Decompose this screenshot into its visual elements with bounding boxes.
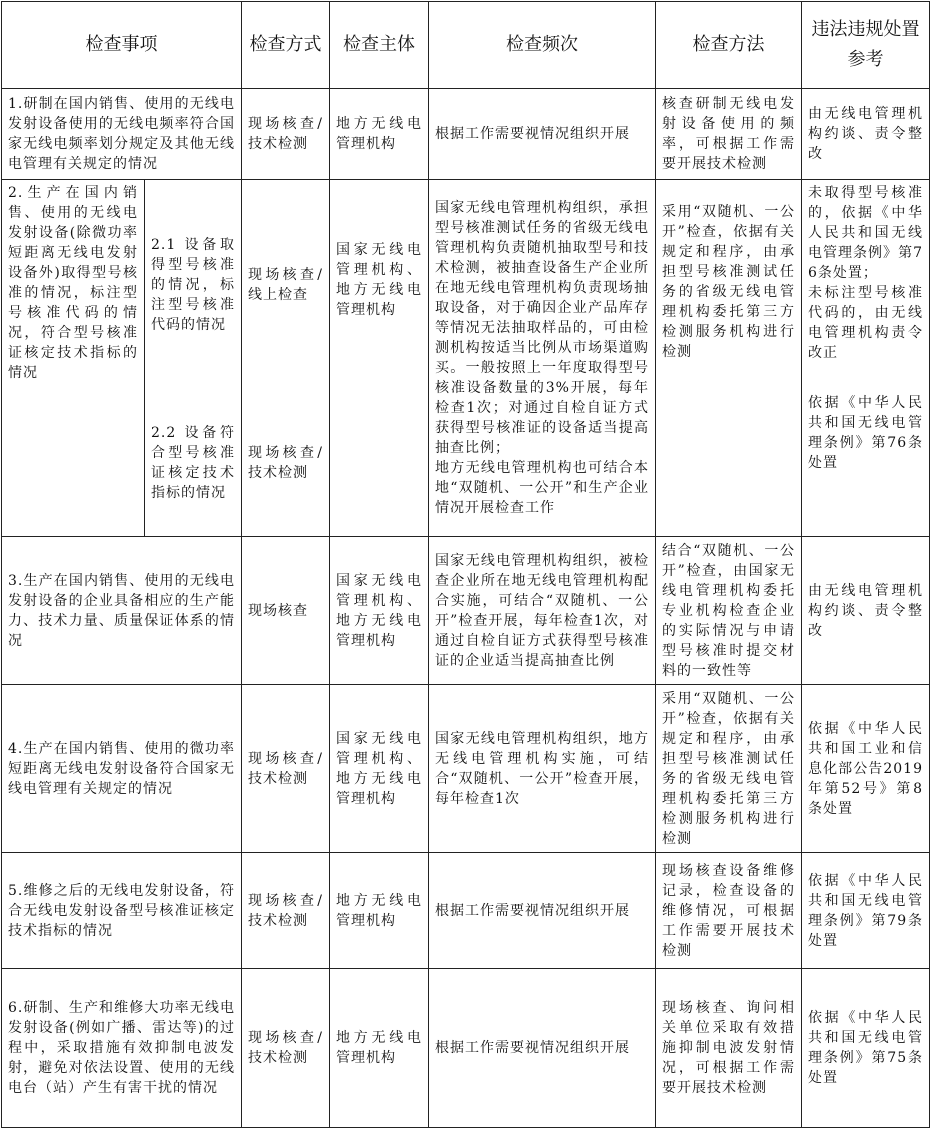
cell-penalty: 依据《中华人民共和国工业和信息化部公告2019年第52号》第8条处置 — [802, 685, 930, 853]
cell-method: 采用“双随机、一公开”检查，依据有关规定和程序，由承担型号核准测试任务的省级无线电管理机构委托第三方检测服务机构进行检测 — [656, 180, 802, 537]
cell-subitem: 2.2 设备符合型号核准证核定技术指标的情况 — [145, 390, 242, 537]
cell-mode: 现场核查/技术检测 — [242, 969, 330, 1128]
cell-frequency: 国家无线电管理机构组织，被检查企业所在地无线电管理机构配合实施，可结合“双随机、一公开”检查开展，每年检查1次，对通过自检自证方式获得型号核准证的企业适当提高抽查比例 — [429, 537, 656, 685]
cell-method: 核查研制无线电发射设备使用的频率，可根据工作需要开展技术检测 — [656, 89, 802, 180]
table-row — [2, 685, 930, 853]
cell-subitem: 2.1 设备取得型号核准的情况，标注型号核准代码的情况 — [145, 180, 242, 390]
cell-subject: 地方无线电管理机构 — [330, 969, 429, 1128]
header-mode: 检查方式 — [242, 2, 330, 89]
cell-method: 现场核查设备维修记录，检查设备的维修情况，可根据工作需要开展技术检测 — [656, 853, 802, 969]
cell-mode: 现场核查 — [242, 537, 330, 685]
cell-frequency: 根据工作需要视情况组织开展 — [429, 89, 656, 180]
table-row — [2, 180, 930, 390]
cell-subject: 国家无线电管理机构、地方无线电管理机构 — [330, 180, 429, 537]
cell-subject: 国家无线电管理机构、地方无线电管理机构 — [330, 537, 429, 685]
cell-mode: 现场核查/技术检测 — [242, 89, 330, 180]
cell-frequency: 国家无线电管理机构组织，地方无线电管理机构实施，可结合“双随机、一公开”检查开展，每年检查1次 — [429, 685, 656, 853]
cell-subject: 地方无线电管理机构 — [330, 89, 429, 180]
cell-subject: 国家无线电管理机构、地方无线电管理机构 — [330, 685, 429, 853]
cell-mode: 现场核查/技术检测 — [242, 853, 330, 969]
cell-frequency: 国家无线电管理机构组织，承担型号核准测试任务的省级无线电管理机构负责随机抽取型号和技术检测，被抽查设备生产企业所在地无线电管理机构负责现场抽取设备，对于确因企业产品库存等情况无法抽取样品的，可由检测机构按适当比例从市场渠道购买。一般按照上一年度取得型号核准设备数量的3%开展，每年检查1次；对通过自检自证方式获得型号核准证的设备适当提高抽查比例； 地方无线电管理机构也可结合本地“双随机、一公开”和生产企业情况开展检查工作 — [429, 180, 656, 537]
cell-penalty: 依据《中华人民共和国无线电管理条例》第79条处置 — [802, 853, 930, 969]
header-penalty: 违法违规处置参考 — [802, 2, 930, 89]
table-row — [2, 89, 930, 180]
cell-item: 5.维修之后的无线电发射设备，符合无线电发射设备型号核准证核定技术指标的情况 — [2, 853, 242, 969]
header-subject: 检查主体 — [330, 2, 429, 89]
cell-item: 1.研制在国内销售、使用的无线电发射设备使用的无线电频率符合国家无线电频率划分规定及其他无线电管理有关规定的情况 — [2, 89, 242, 180]
header-item: 检查事项 — [2, 2, 242, 89]
table-row — [2, 969, 930, 1128]
header-frequency: 检查频次 — [429, 2, 656, 89]
cell-mode: 现场核查/线上检查 — [242, 180, 330, 390]
cell-frequency: 根据工作需要视情况组织开展 — [429, 969, 656, 1128]
cell-item: 3.生产在国内销售、使用的无线电发射设备的企业具备相应的生产能力、技术力量、质量保证体系的情况 — [2, 537, 242, 685]
cell-frequency: 根据工作需要视情况组织开展 — [429, 853, 656, 969]
header-method: 检查方法 — [656, 2, 802, 89]
cell-method: 结合“双随机、一公开”检查，由国家无线电管理机构委托专业机构检查企业的实际情况与申请型号核准时提交材料的一致性等 — [656, 537, 802, 685]
cell-mode: 现场核查/技术检测 — [242, 390, 330, 537]
cell-item: 6.研制、生产和维修大功率无线电发射设备(例如广播、雷达等)的过程中，采取措施有效抑制电波发射，避免对依法设置、使用的无线电台（站）产生有害干扰的情况 — [2, 969, 242, 1128]
cell-penalty: 依据《中华人民共和国无线电管理条例》第75条处置 — [802, 969, 930, 1128]
inspection-table — [1, 1, 930, 1128]
cell-method: 现场核查、询问相关单位采取有效措施抑制电波发射情况，可根据工作需要开展技术检测 — [656, 969, 802, 1128]
cell-item: 2.生产在国内销售、使用的无线电发射设备(除微功率短距离无线电发射设备外)取得型号核准的情况，标注型号核准代码的情况，符合型号核准证核定技术指标的情况 — [2, 180, 145, 537]
cell-penalty: 依据《中华人民共和国无线电管理条例》第76条处置 — [802, 390, 930, 537]
cell-item: 4.生产在国内销售、使用的微功率短距离无线电发射设备符合国家无线电管理有关规定的情况 — [2, 685, 242, 853]
cell-penalty: 由无线电管理机构约谈、责令整改 — [802, 537, 930, 685]
table-row — [2, 537, 930, 685]
header-row — [2, 2, 930, 89]
cell-method: 采用“双随机、一公开”检查，依据有关规定和程序，由承担型号核准测试任务的省级无线电管理机构委托第三方检测服务机构进行检测 — [656, 685, 802, 853]
cell-penalty: 由无线电管理机构约谈、责令整改 — [802, 89, 930, 180]
cell-subject: 地方无线电管理机构 — [330, 853, 429, 969]
cell-mode: 现场核查/技术检测 — [242, 685, 330, 853]
cell-penalty: 未取得型号核准的，依据《中华人民共和国无线电管理条例》第76条处置； 未标注型号核准代码的，由无线电管理机构责令改正 — [802, 180, 930, 390]
table-row — [2, 853, 930, 969]
